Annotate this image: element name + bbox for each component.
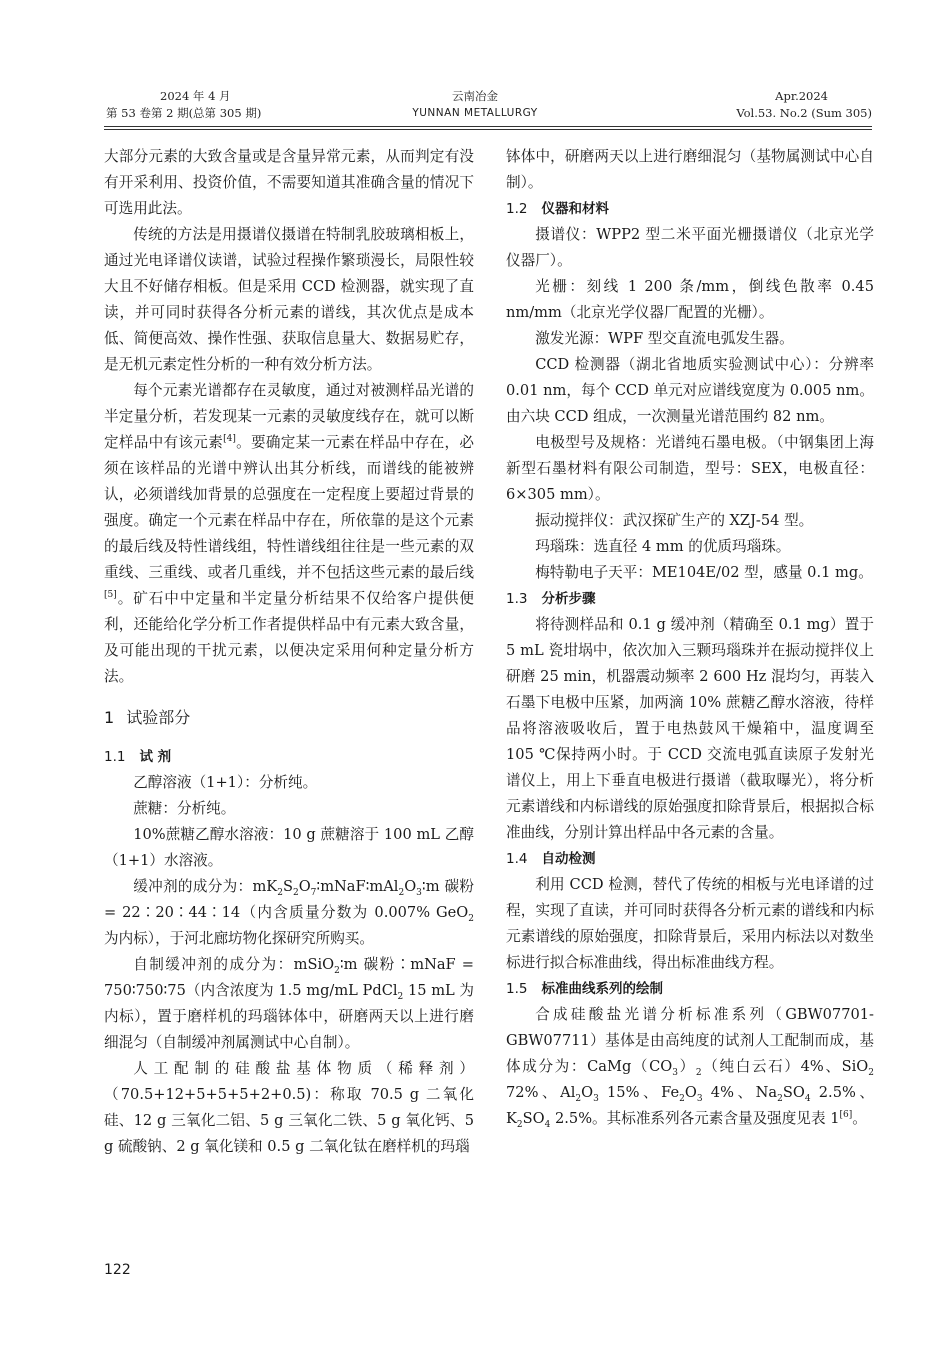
instrument-item: 梅特勒电子天平：ME104E/02 型，感量 0.1 mg。: [535, 564, 873, 581]
subsection-heading: 1.2 仪器和材料: [506, 201, 609, 217]
subsection-heading: 1.3 分析步骤: [506, 591, 596, 607]
header-volume: 第 53 卷第 2 期(总第 305 期): [106, 106, 262, 120]
right-column: [506, 144, 874, 1132]
paragraph: 钵体中，研磨两天以上进行磨细混匀（基物属测试中心自制）。: [506, 148, 874, 191]
instrument-item: 玛瑙珠：选直径 4 mm 的优质玛瑙珠。: [535, 538, 791, 555]
journal-title-cn: 云南冶金: [452, 89, 498, 103]
page-number: 122: [104, 1262, 131, 1278]
reagent-item: 10%蔗糖乙醇水溶液：10 g 蔗糖溶于 100 mL 乙醇（1+1）水溶液。: [104, 826, 474, 869]
section-heading: 1 试验部分: [104, 708, 191, 727]
paragraph: 将待测样品和 0.1 g 缓冲剂（精确至 0.1 mg）置于 5 mL 瓷坩埚中，依次加入三颗玛瑙珠并在振动搅拌仪上研磨 25 min，机器震动频率 2 600 Hz 混均匀，再装入石墨下电极中压紧，加两滴 10% 蔗糖乙醇水溶液，待样品将溶液吸收后，置于电热鼓风干燥箱中，温度调至 105 ℃保持两小时。于 CCD 交流电弧直读原子发射光谱仪上，用上下垂直电极进行摄谱（截取曝光），将分析元素谱线和内标谱线的原始强度扣除背景后，根据拟合标准曲线，分别计算出样品中各元素的含量。: [506, 616, 874, 841]
paragraph: 利用 CCD 检测，替代了传统的相板与光电译谱的过程，实现了直读，并可同时获得各分析元素的谱线和内标元素谱线的原始强度，扣除背景后，采用内标法以对数坐标进行拟合标准曲线，得出标准曲线方程。: [506, 876, 874, 971]
header-right: [736, 88, 872, 122]
paragraph: 每个元素光谱都存在灵敏度，通过对被测样品光谱的半定量分析，若发现某一元素的灵敏度线存在，就可以断定样品中有该元素[4]。要确定某一元素在样品中存在，必须在该样品的光谱中辨认出其分析线，而谱线的能被辨认，必须谱线加背景的总强度在一定程度上要超过背景的强度。确定一个元素在样品中存在，所依靠的是这个元素的最后线及特性谱线组，特性谱线组往往是一些元素的双重线、三重线、或者几重线，并不包括这些元素的最后线[5]。矿石中中定量和半定量分析结果不仅给客户提供便利，还能给化学分析工作者提供样品中有元素大致含量，及可能出现的干扰元素，以便决定采用何种定量分析方法。: [104, 382, 474, 685]
header-date: 2024 年 4 月: [160, 89, 231, 103]
left-column: [104, 144, 474, 1160]
instrument-item: 激发光源：WPF 型交直流电弧发生器。: [535, 330, 794, 347]
subsection-heading: 1.4 自动检测: [506, 851, 596, 867]
citation-ref[interactable]: [6]: [839, 1110, 853, 1121]
instrument-item: 振动搅拌仪：武汉探矿生产的 XZJ-54 型。: [535, 512, 814, 529]
reagent-item: 人工配制的硅酸盐基体物质（稀释剂）（70.5+12+5+5+5+2+0.5)：称取 70.5 g 二氧化硅、12 g 三氧化二铝、5 g 三氧化二铁、5 g 氧化钙、5 g 硫酸钠、2 g 氧化镁和 0.5 g 二氧化钛在磨样机的玛瑙: [104, 1060, 474, 1155]
paragraph: 大部分元素的大致含量或是含量异常元素，从而判定有没有开采利用、投资价值，不需要知道其准确含量的情况下可选用此法。: [104, 148, 474, 217]
header-date-en: Apr.2024: [775, 89, 828, 103]
header-rule-bottom: [104, 129, 872, 130]
header-rule-top: [104, 126, 872, 127]
subsection-heading: 1.1 试 剂: [104, 749, 172, 765]
instrument-item: 摄谱仪：WPP2 型二米平面光栅摄谱仪（北京光学仪器厂）。: [506, 226, 874, 269]
instrument-item: 光栅：刻线 1 200 条/mm，倒线色散率 0.45 nm/mm（北京光学仪器厂配置的光栅）。: [506, 278, 874, 321]
reagent-item: 自制缓冲剂的成分为：mSiO$_2$∶m 碳粉∶mNaF = 750∶750∶75（内含浓度为 1.5 mg/mL PdCl$_2$ 15 mL 为内标），置于磨样机的玛瑙钵体中，研磨两天以上进行磨细混匀（自制缓冲剂属测试中心自制）。: [104, 956, 475, 1051]
paragraph: 合成硅酸盐光谱分析标准系列（GBW07701-GBW07711）基体是由高纯度的试剂人工配制而成，基体成分为：$CaMg(CO_3)_2$（纯白云石）4%、SiO$_2$ 72%、$Al_2O_3$ 15%、$Fe_2O_3$ 4%、$Na_2SO_4$ 2.5%、$K_2SO_4$ 2.5%。其标准系列各元素含量及强度见表 1[6]。: [506, 1006, 874, 1130]
reagent-item: 蔗糖：分析纯。: [133, 800, 236, 817]
reagent-item: 缓冲剂的成分为：$mK_2S_2O_7∶mNaF∶mAl_2O_3∶m$ 碳粉 = 22∶20∶44∶14（内含质量分数为 0.007% GeO$_2$ 为内标），于河北廊坊物化探研究所购买。: [104, 878, 475, 947]
citation-ref[interactable]: [4]: [223, 434, 236, 445]
header-volume-en: Vol.53. No.2 (Sum 305): [736, 106, 872, 120]
citation-ref[interactable]: [5]: [104, 590, 117, 601]
reagent-item: 乙醇溶液（1+1）：分析纯。: [133, 774, 318, 791]
instrument-item: CCD 检测器（湖北省地质实验测试中心）：分辨率 0.01 nm，每个 CCD 单元对应谱线宽度为 0.005 nm。由六块 CCD 组成，一次测量光谱范围约 82 nm。: [506, 356, 874, 425]
subsection-heading: 1.5 标准曲线系列的绘制: [506, 981, 663, 997]
journal-title-en: YUNNAN METALLURGY: [412, 107, 538, 119]
paragraph: 传统的方法是用摄谱仪摄谱在特制乳胶玻璃相板上，通过光电译谱仪读谱，试验过程操作繁琐漫长，局限性较大且不好储存相板。但是采用 CCD 检测器，就实现了直读，并可同时获得各分析元素的谱线，其次优点是成本低、简便高效、操作性强、获取信息量大、数据易贮存，是无机元素定性分析的一种有效分析方法。: [104, 226, 474, 373]
instrument-item: 电极型号及规格：光谱纯石墨电极。（中钢集团上海新型石墨材料有限公司制造，型号：SEX，电极直径：6×305 mm）。: [506, 434, 874, 503]
